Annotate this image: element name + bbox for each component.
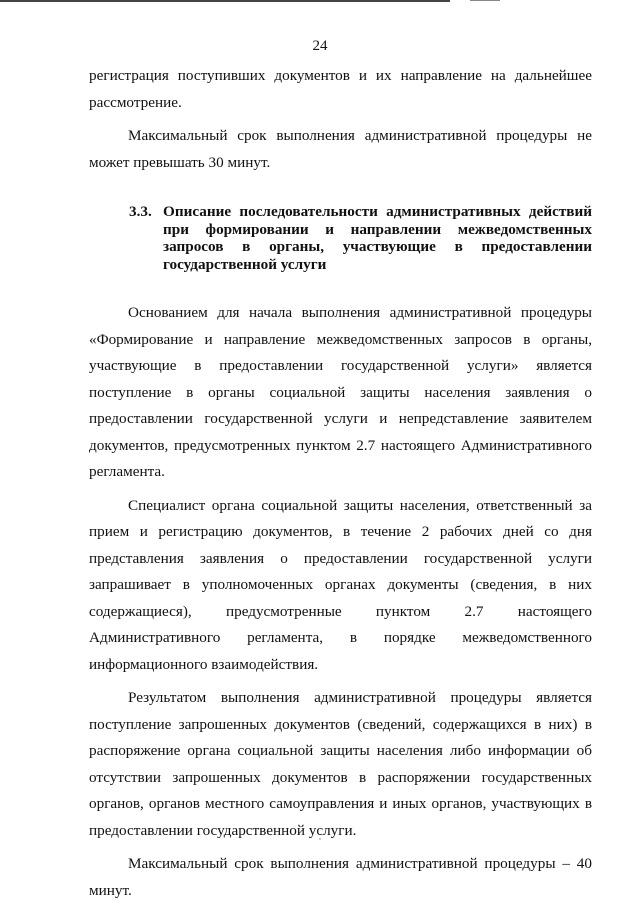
page-number: 24: [312, 38, 328, 54]
section-title: Описание последовательности административных действий при формировании и направлении межведомственных запросов в органы, участвующие в предоставлении государственной услуги: [163, 203, 592, 273]
paragraph-registration: регистрация поступивших документов и их направление на дальнейшее рассмотрение.: [89, 67, 592, 111]
paragraph-max-time-40: Максимальный срок выполнения административной процедуры – 40 минут.: [89, 855, 592, 899]
paragraph-specialist: Специалист органа социальной защиты населения, ответственный за прием и регистрацию документов, в течение 2 рабочих дней со дня представления заявления о предоставлении государственной услуги запрашивает в уполномоченных органах документы (сведения, в них содержащиеся), предусмотренные пунктом 2.7 настоящего Административного регламента, в порядке межведомственного информационного взаимодействия.: [89, 496, 592, 673]
top-rule-fragment: [470, 0, 500, 1]
section-number: 3.3.: [129, 203, 152, 220]
document-body: [89, 63, 592, 904]
section-heading: [89, 203, 592, 273]
paragraph-result: Результатом выполнения административной процедуры является поступление запрошенных документов (сведений, содержащихся в них) в распоряжение органа социальной защиты населения либо информации об отсутствии запрошенных документов в распоряжении государственных органов, органов местного самоуправления и иных органов, участвующих в предоставлении государственной услуги.: [89, 689, 592, 839]
scan-speck: [319, 838, 321, 840]
paragraph-basis: Основанием для начала выполнения административной процедуры «Формирование и направление межведомственных запросов в органы, участвующие в предоставлении государственной услуги» является поступление в органы социальной защиты населения заявления о предоставлении государственной услуги и непредставление заявителем документов, предусмотренных пунктом 2.7 настоящего Административного регламента.: [89, 304, 592, 480]
top-rule: [0, 0, 450, 2]
paragraph-max-time-30: Максимальный срок выполнения административной процедуры не может превышать 30 минут.: [89, 127, 592, 171]
